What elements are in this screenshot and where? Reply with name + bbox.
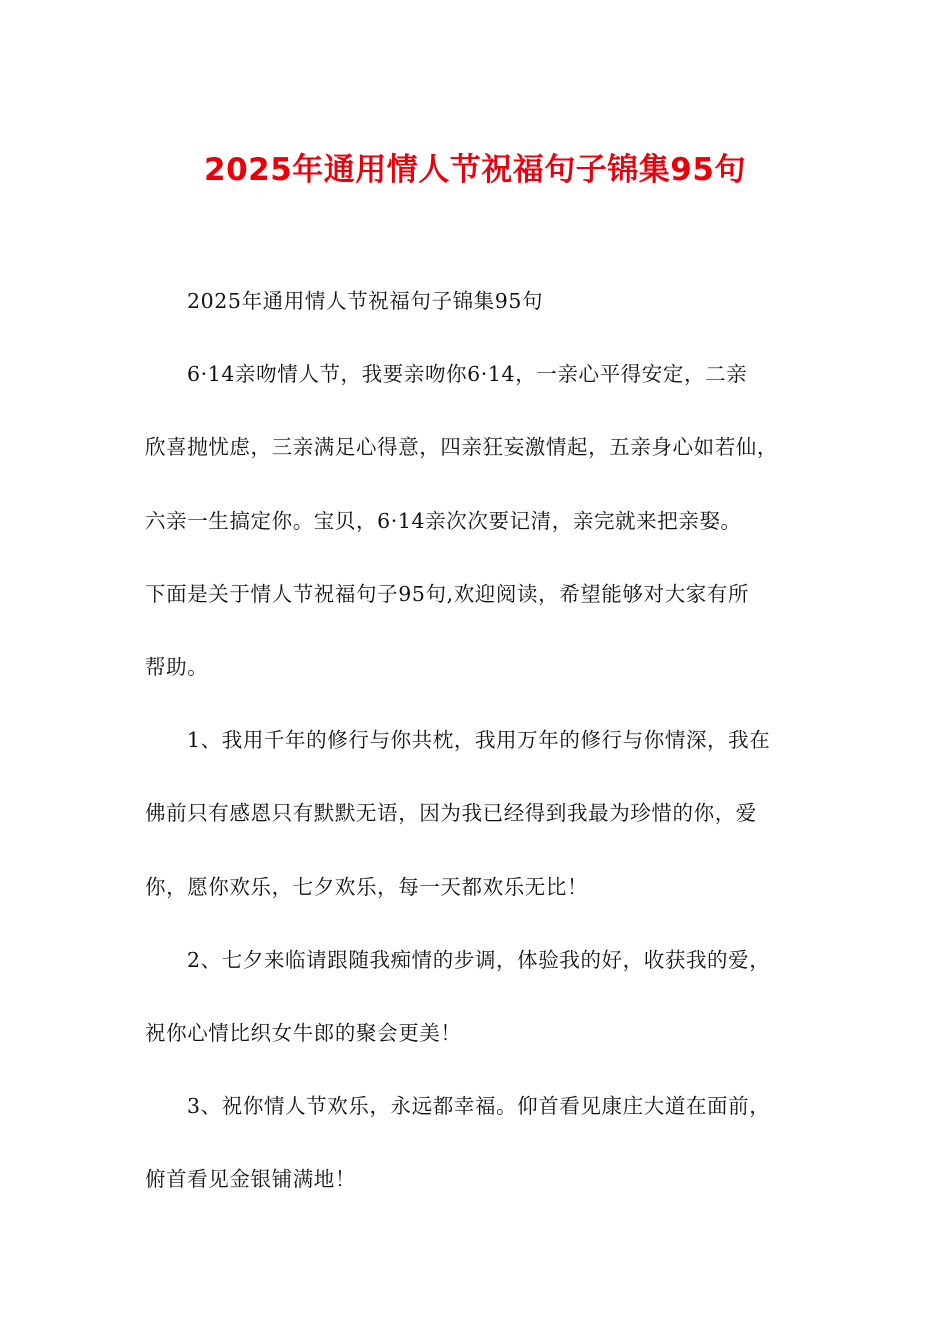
- paragraph-line: 俯首看见金银铺满地！: [145, 1167, 356, 1192]
- paragraph-line: 2、七夕来临请跟随我痴情的步调，体验我的好，收获我的爱，: [187, 947, 771, 972]
- paragraph-line: 佛前只有感恩只有默默无语，因为我已经得到我最为珍惜的你，爱: [145, 801, 757, 826]
- paragraph-line: 3、祝你情人节欢乐，永远都幸福。仰首看见康庄大道在面前，: [187, 1094, 771, 1119]
- paragraph-line: 祝你心情比织女牛郎的聚会更美！: [145, 1020, 462, 1045]
- paragraph-line: 六亲一生搞定你。宝贝，6·14亲次次要记清，亲完就来把亲娶。: [145, 508, 742, 533]
- document-body: [145, 279, 810, 1202]
- document-title: 2025年通用情人节祝福句子锦集95句: [204, 152, 746, 188]
- paragraph-line: 6·14亲吻情人节，我要亲吻你6·14，一亲心平得安定，二亲: [187, 362, 748, 387]
- paragraph-line: 1、我用千年的修行与你共枕，我用万年的修行与你情深，我在: [187, 728, 771, 753]
- paragraph-line: 下面是关于情人节祝福句子95句,欢迎阅读，希望能够对大家有所: [145, 581, 750, 606]
- paragraph-line: 你，愿你欢乐，七夕欢乐，每一天都欢乐无比！: [145, 874, 589, 899]
- paragraph-line: 2025年通用情人节祝福句子锦集95句: [187, 289, 544, 313]
- paragraph-line: 欣喜抛忧虑，三亲满足心得意，四亲狂妄激情起，五亲身心如若仙，: [145, 435, 778, 460]
- paragraph-line: 帮助。: [145, 654, 209, 679]
